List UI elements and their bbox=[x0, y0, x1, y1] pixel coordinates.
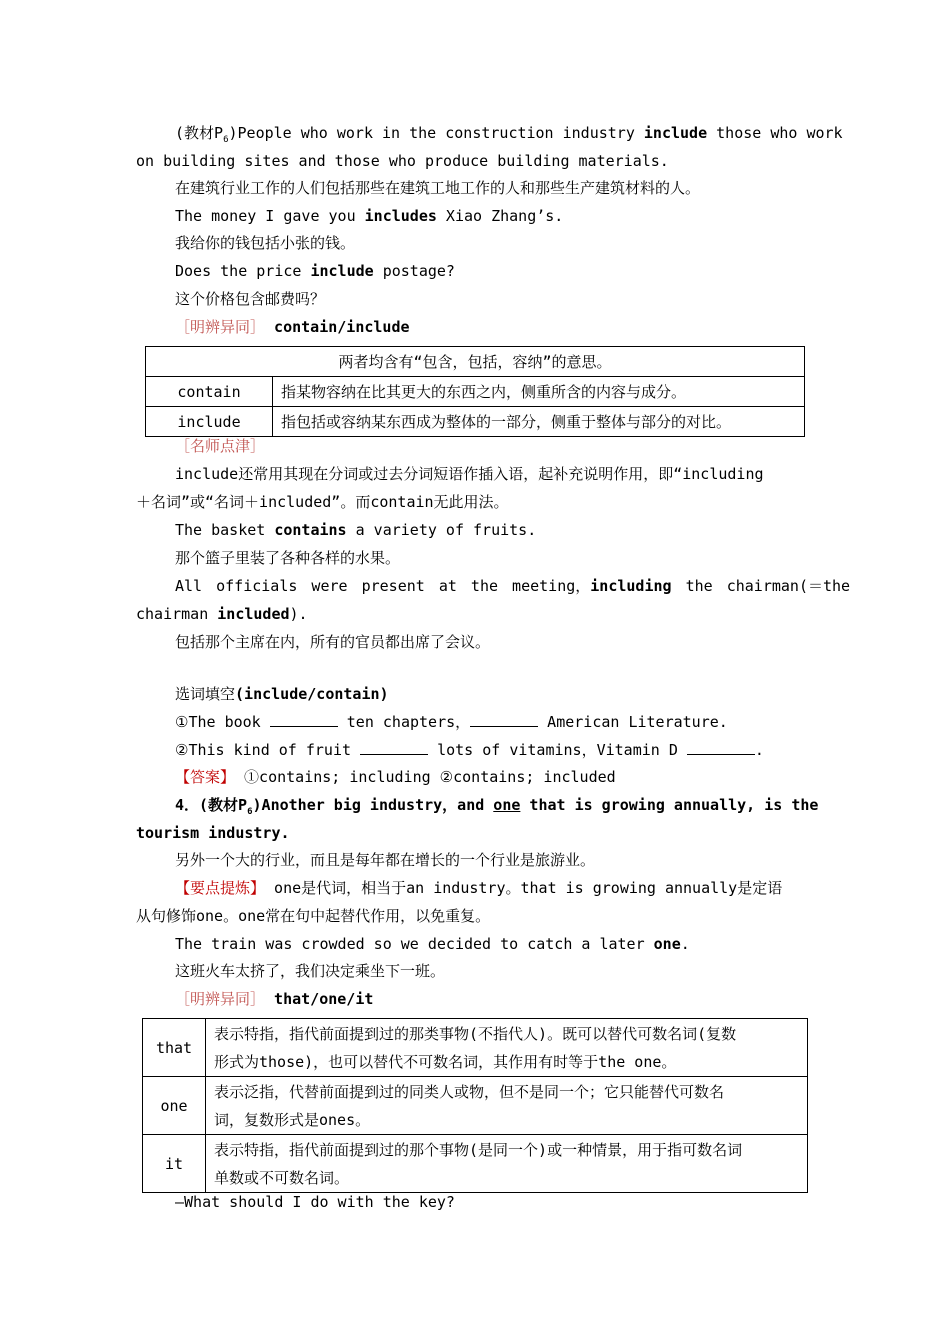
translation-line: 这个价格包含邮费吗？ bbox=[175, 290, 326, 308]
table-cell-desc bbox=[206, 1019, 808, 1077]
source-page-sub: 6 bbox=[223, 135, 229, 145]
text-line: 从句修饰one。one常在句中起替代作用，以免重复。 bbox=[136, 907, 491, 925]
example-line bbox=[136, 604, 308, 624]
text-span: . bbox=[754, 741, 764, 759]
example-line bbox=[175, 576, 850, 596]
section-tag: ［明辨异同］ bbox=[175, 990, 266, 1008]
text-span: those who work bbox=[707, 124, 843, 142]
desc-line: 表示特指，指代前面提到过的那类事物(不指代人)。既可以替代可数名词(复数 bbox=[214, 1024, 737, 1043]
answer-blank[interactable] bbox=[360, 740, 428, 755]
keyword: one bbox=[493, 796, 521, 814]
answer-blank[interactable] bbox=[270, 712, 338, 727]
text-span: (include/contain) bbox=[235, 685, 389, 703]
text-span: postage? bbox=[373, 262, 455, 280]
table-cell-desc: 指包括或容纳某东西成为整体的一部分，侧重于整体与部分的对比。 bbox=[273, 407, 805, 437]
answer-line bbox=[175, 767, 616, 787]
text-span: Xiao Zhang’s. bbox=[436, 207, 564, 225]
desc-line: 表示泛指，代替前面提到过的同类人或物，但不是同一个；它只能替代可数名 bbox=[214, 1082, 725, 1101]
table-cell-word: contain bbox=[146, 377, 273, 407]
compare-table bbox=[145, 346, 805, 437]
table-cell-word: one bbox=[143, 1077, 206, 1135]
example-line bbox=[175, 206, 563, 226]
text-span: American Literature. bbox=[538, 713, 728, 731]
text-line: tourism industry. bbox=[136, 824, 290, 842]
text-line: on building sites and those who produce building materials. bbox=[136, 152, 669, 170]
text-span: a variety of fruits. bbox=[346, 521, 537, 539]
text-span: lots of vitamins，Vitamin D bbox=[428, 741, 687, 759]
item-heading bbox=[175, 795, 818, 822]
text-span: The train was crowded so we decided to catch a later bbox=[175, 935, 654, 953]
table-row bbox=[146, 407, 805, 437]
table-cell-desc bbox=[206, 1077, 808, 1135]
keyword: include bbox=[310, 262, 374, 280]
exercise-question bbox=[175, 712, 728, 732]
dialog-line: —What should I do with the key? bbox=[175, 1193, 455, 1211]
source-ref: (教材P bbox=[199, 796, 248, 814]
tip-line bbox=[175, 878, 782, 898]
text-span: the chairman(＝the bbox=[671, 577, 851, 595]
text-span: ten chapters， bbox=[337, 713, 471, 731]
translation-line: 我给你的钱包括小张的钱。 bbox=[175, 234, 356, 252]
text-span: All officials were present at the meeting， bbox=[175, 577, 591, 595]
desc-line: 词，复数形式是ones。 bbox=[214, 1110, 371, 1129]
desc-line: 形式为those)，也可以替代不可数名词，其作用有时等于the one。 bbox=[214, 1052, 677, 1071]
text-span: that is growing annually, is the bbox=[520, 796, 819, 814]
section-heading bbox=[175, 317, 410, 337]
tip-tag: 【要点提炼】 bbox=[175, 879, 266, 897]
text-line: include还常用其现在分词或过去分词短语作插入语，起补充说明作用，即“including bbox=[175, 465, 764, 483]
table-cell-word: it bbox=[143, 1135, 206, 1193]
answer-blank[interactable] bbox=[687, 740, 755, 755]
translation-line: 另外一个大的行业，而且是每年都在增长的一个行业是旅游业。 bbox=[175, 851, 596, 869]
compare-table-2 bbox=[142, 1018, 808, 1193]
translation-line: 包括那个主席在内，所有的官员都出席了会议。 bbox=[175, 633, 491, 651]
text-span: Does the price bbox=[175, 262, 311, 280]
desc-line: 表示特指，指代前面提到过的那个事物(是同一个)或一种情景，用于指可数名词 bbox=[214, 1140, 743, 1159]
source-page-sub: 6 bbox=[247, 807, 253, 817]
text-span: chairman bbox=[136, 605, 218, 623]
exercise-title bbox=[175, 684, 389, 704]
keyword: one bbox=[653, 935, 681, 953]
section-heading bbox=[175, 989, 373, 1009]
table-row bbox=[146, 377, 805, 407]
text-span: one是代词，相当于an industry。that is growing annually是定语 bbox=[265, 879, 783, 897]
translation-line: 在建筑行业工作的人们包括那些在建筑工地工作的人和那些生产建筑材料的人。 bbox=[175, 179, 701, 197]
table-row bbox=[143, 1077, 808, 1135]
text-line bbox=[175, 123, 843, 150]
text-span: ). bbox=[289, 605, 308, 623]
text-span: ②This kind of fruit bbox=[175, 741, 361, 759]
text-span: The money I gave you bbox=[175, 207, 365, 225]
example-line bbox=[175, 261, 455, 281]
table-cell-word: that bbox=[143, 1019, 206, 1077]
keyword: included bbox=[217, 605, 290, 623]
text-span: )People who work in the construction industry bbox=[228, 124, 644, 142]
section-title: contain/include bbox=[274, 318, 410, 336]
translation-line: 这班火车太挤了，我们决定乘坐下一班。 bbox=[175, 962, 446, 980]
table-cell-desc: 指某物容纳在比其更大的东西之内，侧重所含的内容与成分。 bbox=[273, 377, 805, 407]
text-span: )Another big industry，and bbox=[252, 796, 494, 814]
tips-tag: ［名师点津］ bbox=[175, 437, 266, 455]
text-span: ①The book bbox=[175, 713, 270, 731]
answer-text: ①contains; including ②contains; included bbox=[244, 768, 616, 786]
desc-line: 单数或不可数名词。 bbox=[214, 1168, 350, 1187]
table-cell-desc bbox=[206, 1135, 808, 1193]
item-number: 4． bbox=[175, 796, 200, 814]
section-title: that/one/it bbox=[274, 990, 374, 1008]
exercise-question bbox=[175, 740, 764, 760]
section-tag: ［明辨异同］ bbox=[175, 318, 266, 336]
table-row bbox=[143, 1019, 808, 1077]
keyword: includes bbox=[364, 207, 437, 225]
text-line: ＋名词”或“名词＋included”。而contain无此用法。 bbox=[136, 493, 509, 511]
answer-tag: 【答案】 bbox=[175, 768, 236, 786]
table-header: 两者均含有“包含，包括，容纳”的意思。 bbox=[146, 347, 805, 377]
table-row bbox=[143, 1135, 808, 1193]
translation-line: 那个篮子里装了各种各样的水果。 bbox=[175, 549, 401, 567]
text-span: The basket bbox=[175, 521, 275, 539]
example-line bbox=[175, 520, 536, 540]
answer-blank[interactable] bbox=[470, 712, 538, 727]
keyword: including bbox=[590, 577, 672, 595]
example-line bbox=[175, 934, 690, 954]
keyword: include bbox=[643, 124, 708, 142]
table-cell-word: include bbox=[146, 407, 273, 437]
text-span: 选词填空 bbox=[175, 685, 236, 703]
keyword: contains bbox=[274, 521, 347, 539]
source-ref: (教材P bbox=[175, 124, 224, 142]
text-span: . bbox=[680, 935, 690, 953]
